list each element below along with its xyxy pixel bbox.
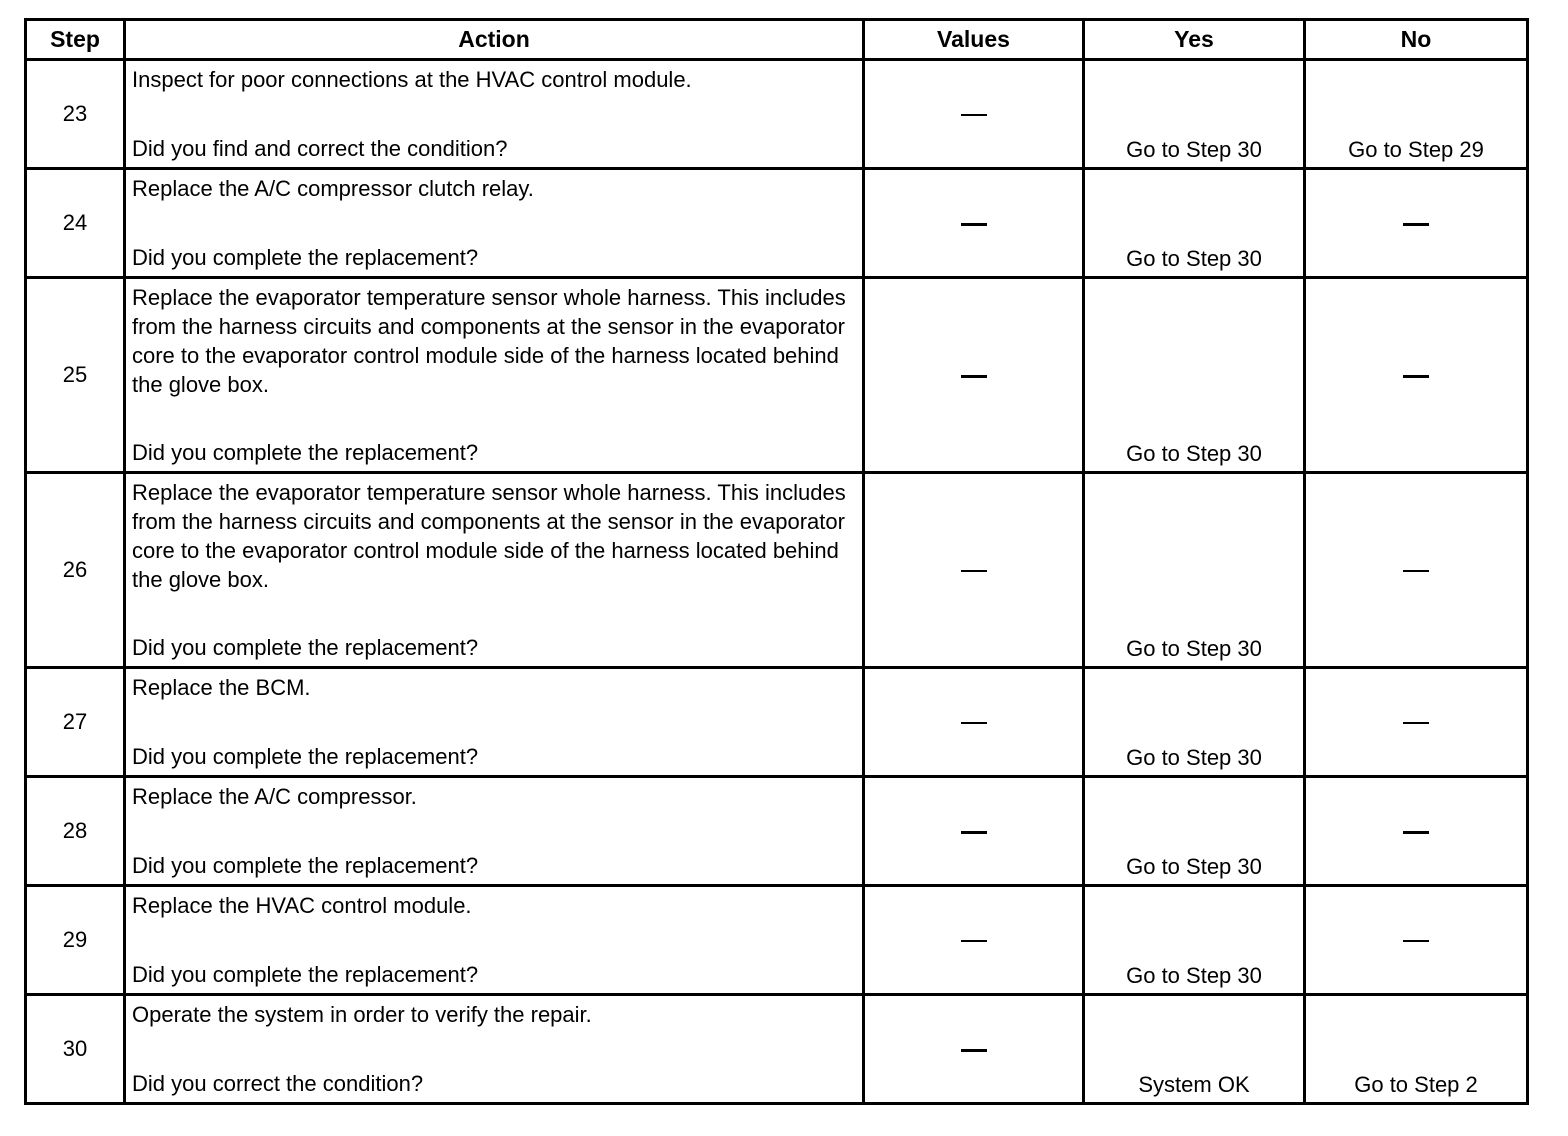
action-question: Did you find and correct the condition? [132,136,508,161]
action-question: Did you complete the replacement? [132,962,479,987]
yes-result: Go to Step 30 [1126,963,1262,988]
dash-mark [961,1049,987,1052]
action-text: Replace the evaporator temperature sensor whole harness. This includes from the harness circuits and components at the sensor in the evaporator core to the evaporator control module side of the harness located behind the glove box. [132,285,846,397]
values-cell [864,886,1084,995]
action-question: Did you complete the replacement? [132,440,479,465]
yes-cell [1084,278,1305,473]
header-no: No [1305,20,1528,60]
action-text: Replace the BCM. [132,675,311,700]
yes-cell [1084,995,1305,1104]
no-cell [1305,886,1528,995]
dash-mark [1403,722,1429,724]
no-result: Go to Step 2 [1354,1072,1478,1097]
dash-mark [961,223,987,226]
no-cell [1305,995,1528,1104]
step-number: 30 [26,995,125,1104]
no-cell [1305,777,1528,886]
action-cell [125,60,864,169]
yes-result: Go to Step 30 [1126,246,1262,271]
table-row [26,169,1528,278]
action-text: Replace the A/C compressor. [132,784,417,809]
header-values: Values [864,20,1084,60]
values-cell [864,668,1084,777]
yes-cell [1084,169,1305,278]
no-cell [1305,473,1528,668]
table-row [26,60,1528,169]
action-text: Replace the evaporator temperature sensor whole harness. This includes from the harness circuits and components at the sensor in the evaporator core to the evaporator control module side of the harness located behind the glove box. [132,480,846,592]
no-cell [1305,60,1528,169]
step-number: 29 [26,886,125,995]
action-cell [125,278,864,473]
step-number: 27 [26,668,125,777]
no-cell [1305,169,1528,278]
values-cell [864,169,1084,278]
table-row [26,668,1528,777]
action-question: Did you correct the condition? [132,1071,424,1096]
action-cell [125,473,864,668]
values-cell [864,473,1084,668]
action-cell [125,995,864,1104]
table-row [26,278,1528,473]
yes-cell [1084,668,1305,777]
yes-result: Go to Step 30 [1126,137,1262,162]
dash-mark [961,722,987,724]
values-cell [864,278,1084,473]
step-number: 25 [26,278,125,473]
dash-mark [961,114,987,116]
action-question: Did you complete the replacement? [132,744,479,769]
no-cell [1305,668,1528,777]
yes-result: Go to Step 30 [1126,854,1262,879]
action-cell [125,777,864,886]
table-row [26,995,1528,1104]
yes-result: System OK [1138,1072,1250,1097]
header-action: Action [125,20,864,60]
no-cell [1305,278,1528,473]
action-text: Operate the system in order to verify the repair. [132,1002,592,1027]
dash-mark [961,940,987,942]
table-row [26,473,1528,668]
diagnostic-table [24,18,1529,1105]
step-number: 28 [26,777,125,886]
table-row [26,777,1528,886]
action-question: Did you complete the replacement? [132,853,479,878]
dash-mark [1403,375,1429,378]
action-text: Replace the HVAC control module. [132,893,472,918]
step-number: 24 [26,169,125,278]
action-question: Did you complete the replacement? [132,245,479,270]
step-number: 26 [26,473,125,668]
yes-cell [1084,886,1305,995]
dash-mark [1403,831,1429,834]
header-row [26,20,1528,60]
dash-mark [961,375,987,378]
dash-mark [961,831,987,834]
yes-result: Go to Step 30 [1126,636,1262,661]
values-cell [864,995,1084,1104]
yes-cell [1084,777,1305,886]
dash-mark [1403,940,1429,942]
step-number: 23 [26,60,125,169]
table-row [26,886,1528,995]
no-result: Go to Step 29 [1348,137,1484,162]
action-text: Replace the A/C compressor clutch relay. [132,176,534,201]
values-cell [864,60,1084,169]
yes-result: Go to Step 30 [1126,441,1262,466]
action-cell [125,169,864,278]
dash-mark [1403,570,1429,572]
dash-mark [1403,223,1429,226]
action-cell [125,886,864,995]
dash-mark [961,570,987,572]
header-yes: Yes [1084,20,1305,60]
yes-cell [1084,473,1305,668]
values-cell [864,777,1084,886]
header-step: Step [26,20,125,60]
yes-cell [1084,60,1305,169]
action-cell [125,668,864,777]
action-text: Inspect for poor connections at the HVAC control module. [132,67,692,92]
yes-result: Go to Step 30 [1126,745,1262,770]
action-question: Did you complete the replacement? [132,635,479,660]
